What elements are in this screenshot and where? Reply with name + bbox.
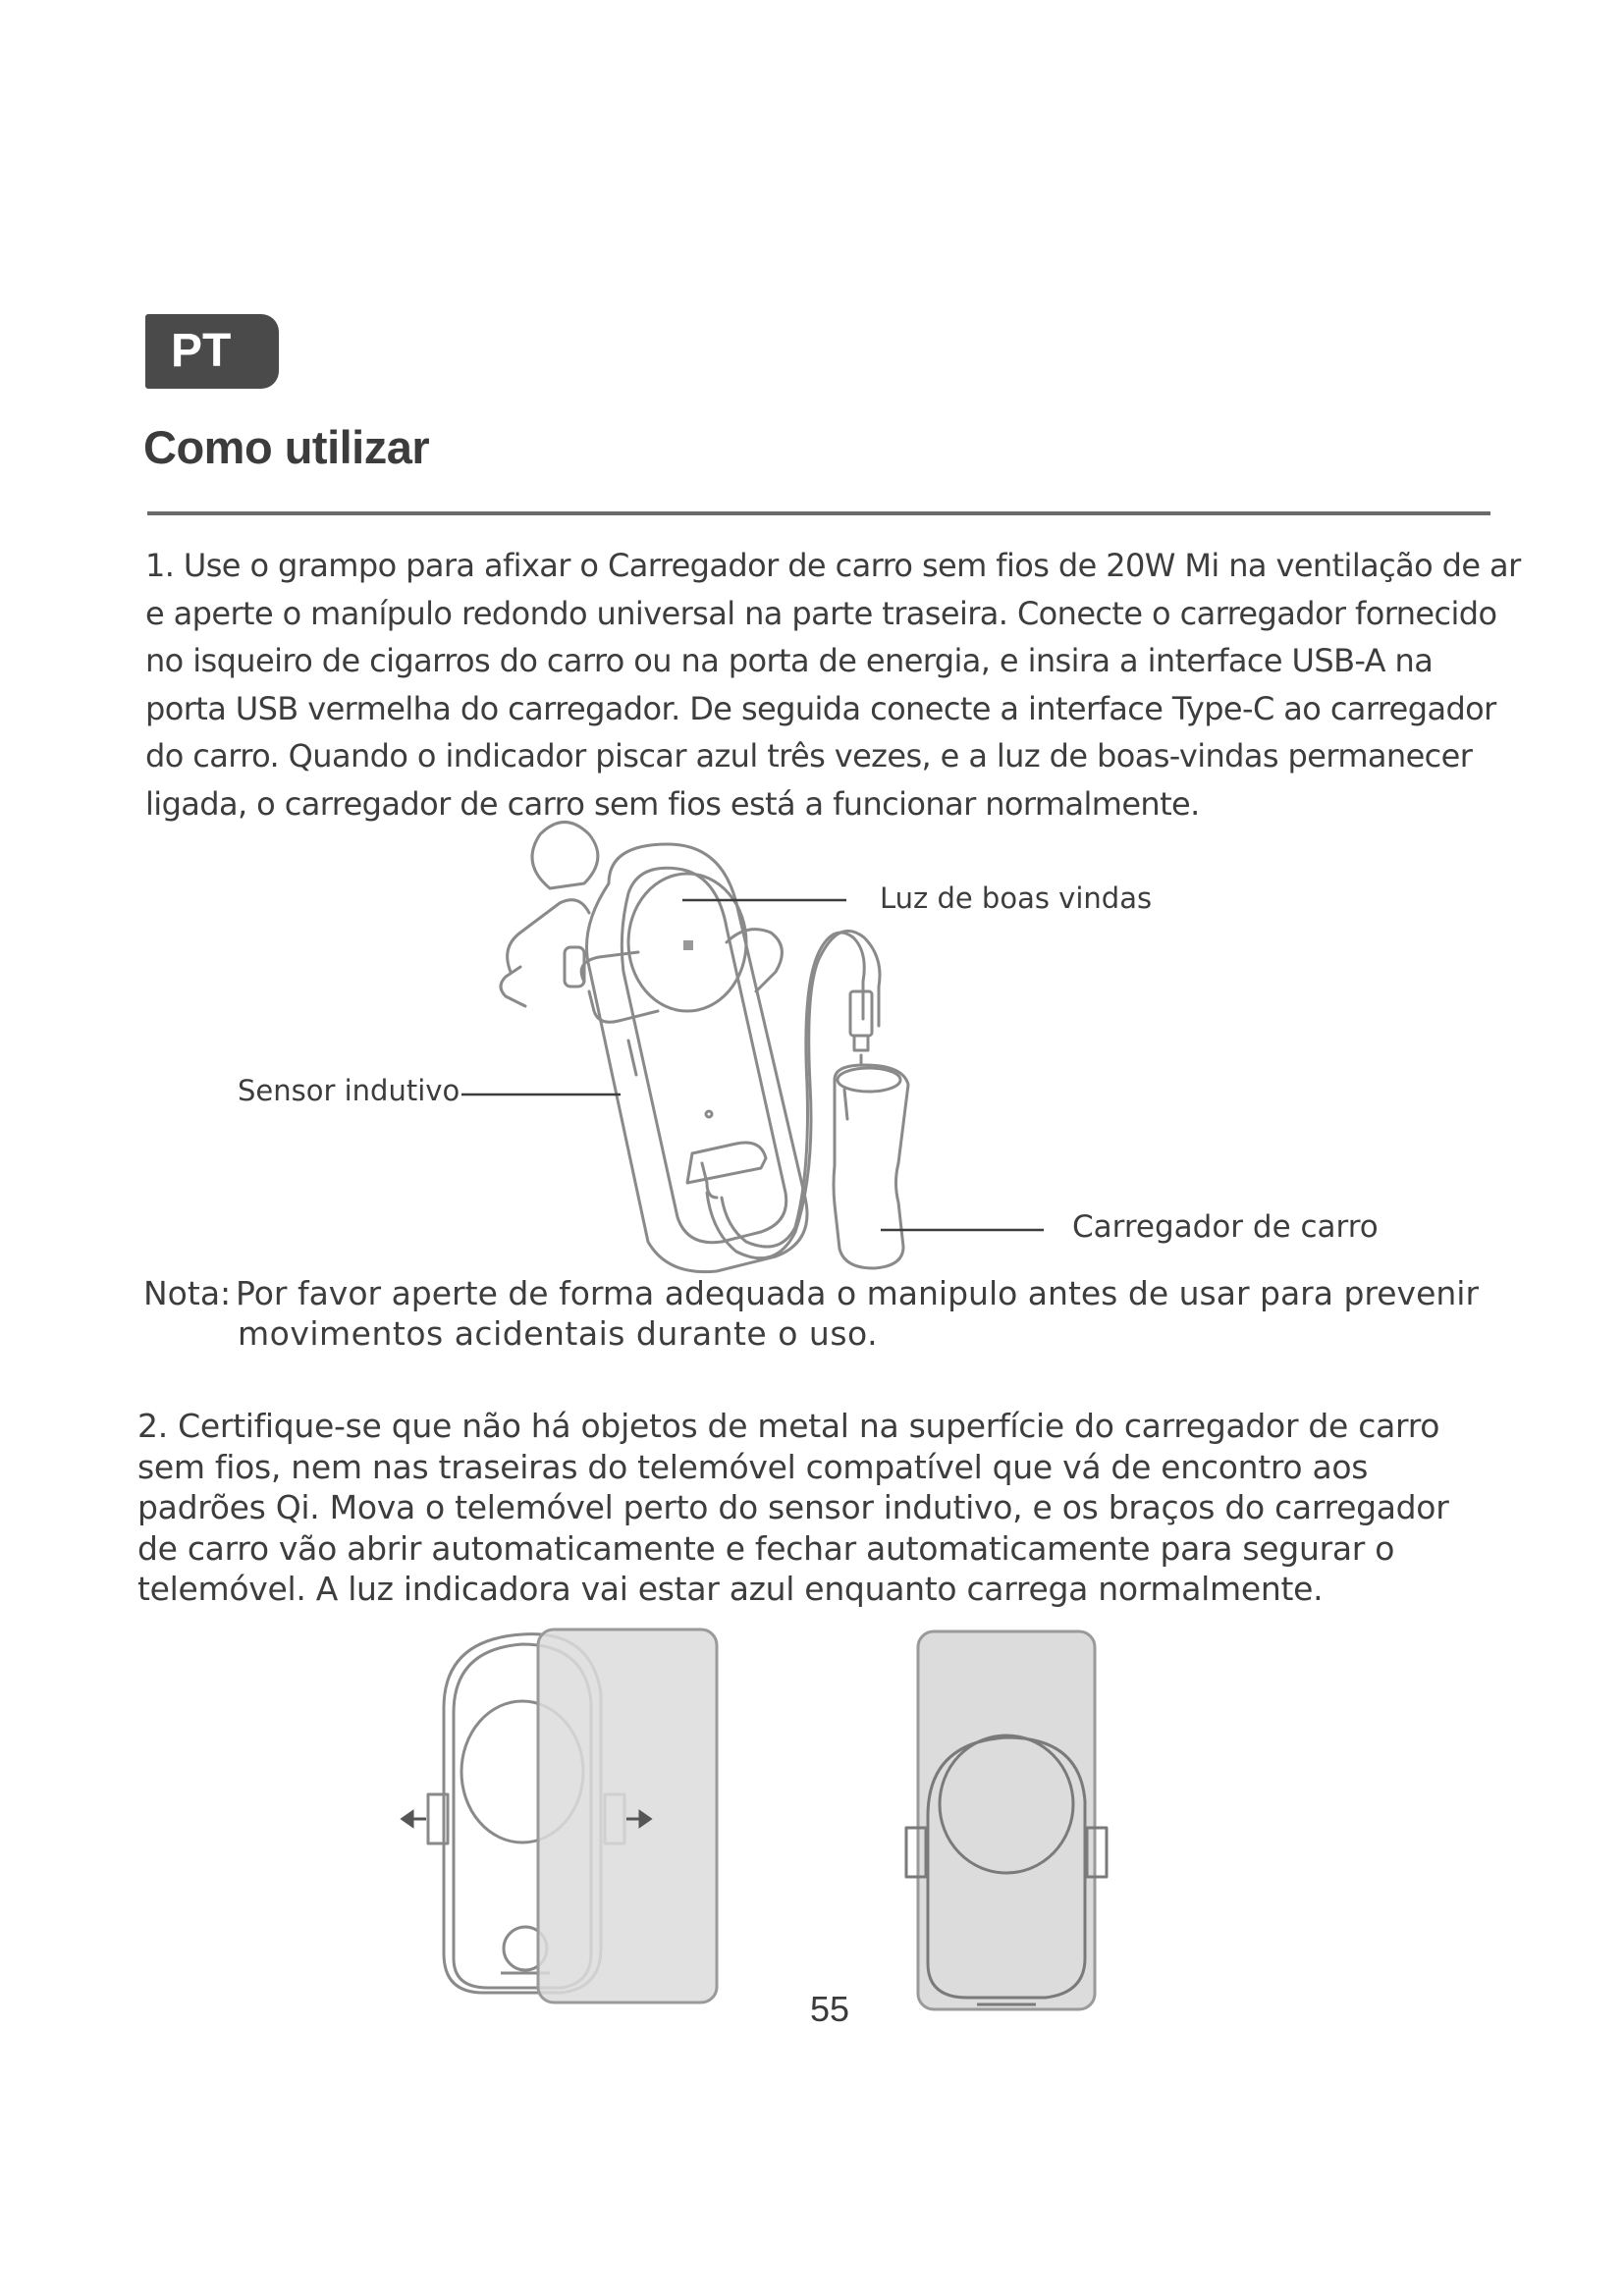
note-line-1: Por favor aperte de forma adequada o manipulo antes de usar para prevenir (236, 1274, 1480, 1312)
step-2-line: de carro vão abrir automaticamente e fechar automaticamente para segurar o (137, 1528, 1395, 1568)
step-1-line: ligada, o carregador de carro sem fios está a funcionar normalmente. (145, 784, 1200, 823)
note-line-2: movimentos acidentais durante o uso. (238, 1314, 879, 1353)
label-inductive-sensor: Sensor indutivo (238, 1074, 460, 1107)
language-badge: PT (145, 314, 279, 389)
label-car-charger: Carregador de carro (1072, 1209, 1379, 1245)
step-1-line: do carro. Quando o indicador piscar azul três vezes, e a luz de boas-vindas permanecer (145, 737, 1473, 774)
step-2-line: padrões Qi. Mova o telemóvel perto do sensor indutivo, e os braços do carregador (137, 1488, 1449, 1526)
step-1-line: e aperte o manípulo redondo universal na parte traseira. Conecte o carregador fornecido (145, 594, 1497, 632)
step-1-line: porta USB vermelha do carregador. De seguida conecte a interface Type-C ao carregador (145, 689, 1496, 727)
step-2-line: telemóvel. A luz indicadora vai estar azul enquanto carrega normalmente. (137, 1570, 1324, 1608)
step-1-line: no isqueiro de cigarros do carro ou na porta de energia, e insira a interface USB-A na (145, 642, 1434, 679)
section-title: Como utilizar (143, 421, 430, 473)
step-1-line: 1. Use o grampo para afixar o Carregador de carro sem fios de 20W Mi na ventilação de ar (145, 547, 1521, 584)
step-2-line: sem fios, nem nas traseiras do telemóvel compatível que vá de encontro aos (137, 1447, 1369, 1486)
label-welcome-light: Luz de boas vindas (880, 881, 1153, 915)
page-number: 55 (809, 1989, 850, 2029)
note-prefix: Nota: (143, 1274, 232, 1312)
step-2-line: 2. Certifique-se que não há objetos de metal na superfície do carregador de carro (137, 1407, 1440, 1445)
